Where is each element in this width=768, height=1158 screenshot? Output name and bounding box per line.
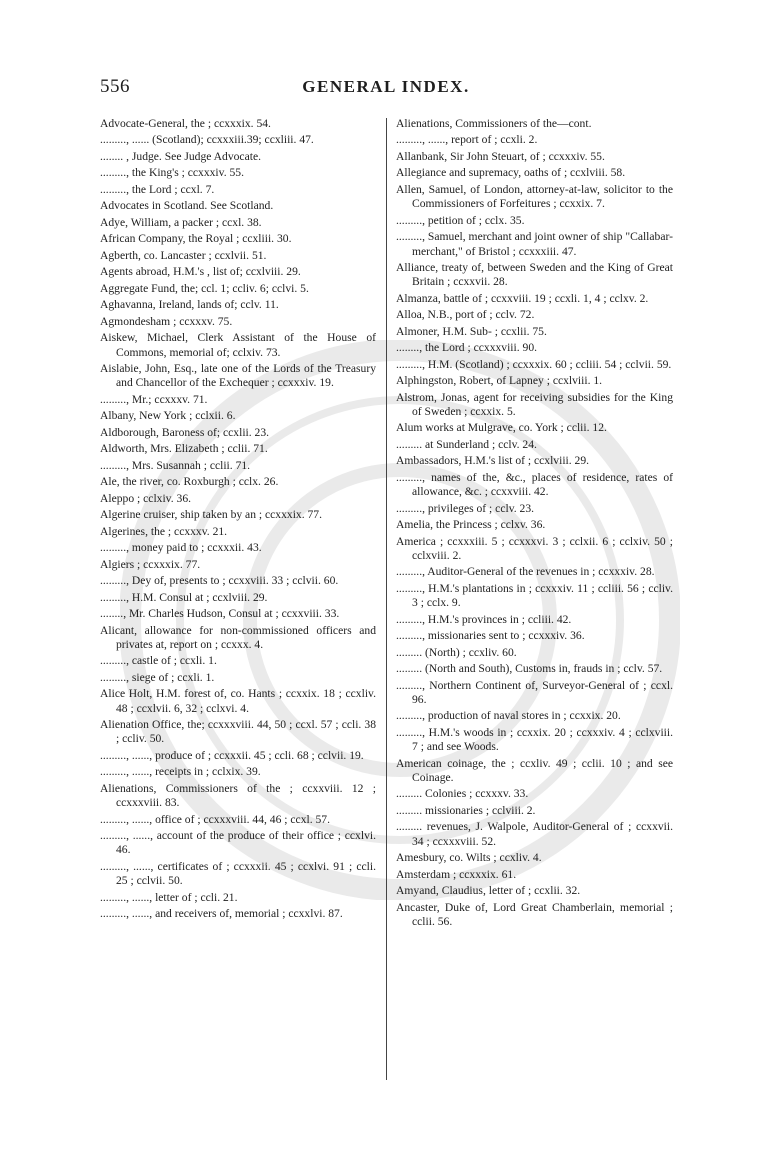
index-entry: Alienations, Commissioners of the ; ccxxviii. 12 ; ccxxxviii. 83. [100,781,376,810]
index-entry: ........., siege of ; ccxli. 1. [100,670,215,684]
index-entry: Amelia, the Princess ; cclxv. 36. [396,518,546,532]
index-entry: Alienations, Commissioners of the—cont. [396,117,592,130]
index-entry: Agberth, co. Lancaster ; ccxlvii. 51. [100,248,267,262]
index-entry: Amesbury, co. Wilts ; ccxliv. 4. [396,851,542,865]
index-entry: Alliance, treaty of, between Sweden and the King of Great Britain ; ccxxvii. 28. [396,260,673,289]
running-title: GENERAL INDEX. [302,77,470,96]
index-entry: ........., H.M.'s provinces in ; ccliii. 42. [396,612,572,626]
index-entry: Adye, William, a packer ; ccxl. 38. [100,215,262,229]
index-entry: Albany, New York ; cclxii. 6. [100,409,236,423]
index-entry: ........., the King's ; ccxxxiv. 55. [100,166,244,180]
index-entry: ........., Dey of, presents to ; ccxxviii. 33 ; cclvii. 60. [100,574,339,588]
index-entry: Ancaster, Duke of, Lord Great Chamberlain, memorial ; cclii. 56. [396,900,673,928]
index-entry: Algerine cruiser, ship taken by an ; ccxxxix. 77. [100,508,323,522]
index-entry: ........., H.M.'s woods in ; ccxxix. 20 ; ccxxxiv. 4 ; cclxviii. 7 ; and see Woods. [396,725,673,754]
index-column-left [100,117,376,924]
index-entry: Alum works at Mulgrave, co. York ; cclii. 12. [396,421,607,435]
index-entry: Algiers ; ccxxxix. 77. [100,557,201,571]
index-entry: ........., the Lord ; ccxl. 7. [100,182,215,196]
index-entry: ........., names of the, &c., places of residence, rates of allowance, &c. ; ccxxviii. 42. [396,470,673,499]
index-entry: ........., castle of ; ccxli. 1. [100,654,217,668]
index-entry: ........., ......, produce of ; ccxxxii. 45 ; ccli. 68 ; cclvii. 19. [100,748,364,762]
index-entry: ........, the Lord ; ccxxxviii. 90. [396,341,538,355]
index-entry: ........., ......, letter of ; ccli. 21. [100,890,238,904]
index-entry: Alice Holt, H.M. forest of, co. Hants ; ccxxix. 18 ; ccxliv. 48 ; ccxlvii. 6, 32 ; cclxvi. 4. [100,687,376,715]
index-entry: Allen, Samuel, of London, attorney-at-law, solicitor to the Commissioners of Forfeitures ; ccxxix. 7. [396,182,673,211]
column-divider [386,118,387,1080]
index-entry: ........., money paid to ; ccxxxii. 43. [100,541,262,555]
index-entry: ........., production of naval stores in ; ccxxix. 20. [396,709,621,723]
index-entry: Allegiance and supremacy, oaths of ; ccxlviii. 58. [396,166,626,180]
index-entry: Aislabie, John, Esq., late one of the Lords of the Treasury and Chancellor of the Exchequer ; ccxxxiv. 19. [100,362,376,390]
index-entry: Amsterdam ; ccxxxix. 61. [396,867,517,881]
index-entry: ......... missionaries ; cclviii. 2. [396,803,536,817]
index-entry: Aggregate Fund, the; ccl. 1; ccliv. 6; cclvi. 5. [100,281,309,295]
index-entry: ........., petition of ; cclx. 35. [396,213,525,227]
index-entry: Advocate-General, the ; ccxxxix. 54. [100,117,271,130]
index-entry: ........., privileges of ; cclv. 23. [396,501,535,515]
index-entry: Allanbank, Sir John Steuart, of ; ccxxxiv. 55. [396,149,605,163]
page-header [100,76,672,100]
index-entry: Amyand, Claudius, letter of ; ccxlii. 32. [396,884,581,898]
index-entry: Ale, the river, co. Roxburgh ; cclx. 26. [100,475,279,489]
index-entry: Advocates in Scotland. See Scotland. [100,199,274,213]
index-entry: African Company, the Royal ; ccxliii. 30. [100,232,292,246]
index-entry: Agents abroad, H.M.'s , list of; ccxlviii. 29. [100,265,301,279]
index-entry: ........., ...... (Scotland); ccxxxiii.39; ccxliii. 47. [100,133,314,147]
index-entry: ........., Mr.; ccxxxv. 71. [100,392,208,406]
index-entry: Alphingston, Robert, of Lapney ; ccxlviii. 1. [396,374,603,388]
index-entry: ........., ......, certificates of ; ccxxxii. 45 ; ccxlvi. 91 ; ccli. 25 ; cclvii. 50. [100,859,376,888]
index-entry: ........., ......, receipts in ; cclxix. 39. [100,765,261,779]
index-entry: Aldborough, Baroness of; ccxlii. 23. [100,425,270,439]
index-entry: Aghavanna, Ireland, lands of; cclv. 11. [100,298,279,312]
index-entry: American coinage, the ; ccxliv. 49 ; cclii. 10 ; and see Coinage. [396,756,673,784]
index-entry: ........., H.M. Consul at ; ccxlviii. 29. [100,590,268,604]
index-entry: ........., Samuel, merchant and joint owner of ship "Callabar-merchant," of Bristol ; ccxxxiii. 47. [396,230,673,258]
index-entry: Algerines, the ; ccxxxv. 21. [100,524,228,538]
index-entry: ......... (North and South), Customs in, frauds in ; cclv. 57. [396,662,663,676]
index-entry: ........ , Judge. See Judge Advocate. [100,149,261,163]
index-entry: Almoner, H.M. Sub- ; ccxlii. 75. [396,324,547,338]
index-entry: ........., ......, and receivers of, memorial ; ccxxlvi. 87. [100,907,343,921]
index-entry: Aldworth, Mrs. Elizabeth ; cclii. 71. [100,442,268,456]
index-entry: Alloa, N.B., port of ; cclv. 72. [396,308,535,322]
index-entry: Aleppo ; cclxiv. 36. [100,491,192,505]
index-entry: Alstrom, Jonas, agent for receiving subsidies for the King of Sweden ; ccxxix. 5. [396,390,673,418]
index-entry: ........., ......, report of ; ccxli. 2. [396,133,538,147]
index-entry: ........., ......, office of ; ccxxxviii. 44, 46 ; ccxl. 57. [100,812,331,826]
index-entry: ........., Northern Continent of, Surveyor-General of ; ccxl. 96. [396,678,673,706]
page-number: 556 [100,76,130,97]
index-entry: ........., missionaries sent to ; ccxxxiv. 36. [396,629,585,643]
index-entry: ........., Mrs. Susannah ; cclii. 71. [100,458,251,472]
index-entry: Agmondesham ; ccxxxv. 75. [100,314,233,328]
index-entry: Almanza, battle of ; ccxxviii. 19 ; ccxli. 1, 4 ; cclxv. 2. [396,291,649,305]
index-entry: ......... Colonies ; ccxxxv. 33. [396,787,529,801]
index-entry: ........., H.M. (Scotland) ; ccxxxix. 60 ; ccliii. 54 ; cclvii. 59. [396,357,672,371]
index-entry: ......... (North) ; ccxliv. 60. [396,645,517,659]
index-entry: Ambassadors, H.M.'s list of ; ccxlviii. 29. [396,454,590,468]
index-entry: ........, Mr. Charles Hudson, Consul at ; ccxxviii. 33. [100,607,340,621]
index-entry: ......... at Sunderland ; cclv. 24. [396,437,537,451]
index-entry: ........., Auditor-General of the revenues in ; ccxxxiv. 28. [396,565,655,579]
index-entry: ......... revenues, J. Walpole, Auditor-General of ; ccxxvii. 34 ; ccxxxviii. 52. [396,820,673,848]
index-entry: ........., H.M.'s plantations in ; ccxxxiv. 11 ; ccliii. 56 ; ccliv. 3 ; cclx. 9. [396,581,673,610]
index-entry: ........., ......, account of the produce of their office ; ccxlvi. 46. [100,829,376,857]
index-entry: America ; ccxxxiii. 5 ; ccxxxvi. 3 ; cclxii. 6 ; cclxiv. 50 ; cclxviii. 2. [396,534,673,562]
index-entry: Alicant, allowance for non-commissioned officers and privates at, report on ; ccxxx. 4. [100,623,376,651]
index-column-right [396,117,673,931]
index-entry: Aiskew, Michael, Clerk Assistant of the House of Commons, memorial of; cclxiv. 73. [100,331,376,359]
index-entry: Alienation Office, the; ccxxxviii. 44, 50 ; ccxl. 57 ; ccli. 38 ; ccliv. 50. [100,718,376,746]
